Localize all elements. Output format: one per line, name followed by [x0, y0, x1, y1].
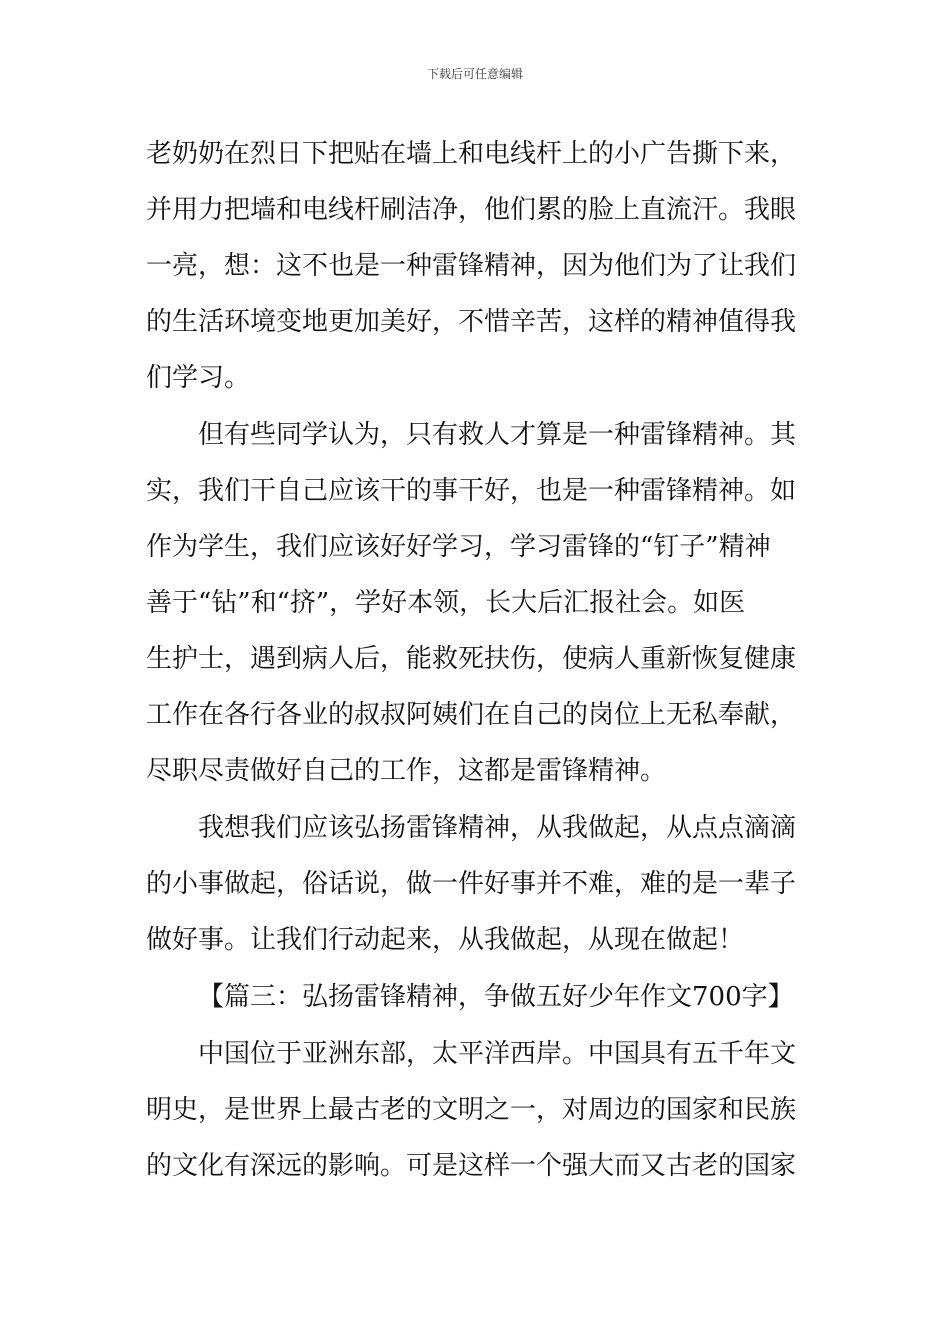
document-body	[146, 126, 806, 1194]
text-line: 中国位于亚洲东部，太平洋西岸。中国具有五千年文	[198, 1039, 797, 1069]
text-line: 的生活环境变地更加美好，不惜辛苦，这样的精神值得我	[146, 307, 797, 337]
text-line: 明史，是世界上最古老的文明之一，对周边的国家和民族	[146, 1095, 797, 1125]
text-line: 实，我们干自己应该干的事干好，也是一种雷锋精神。如	[146, 476, 797, 506]
text-line: 工作在各行各业的叔叔阿姨们在自己的岗位上无私奉献，	[146, 700, 797, 730]
section-title: 【篇三：弘扬雷锋精神，争做五好少年作文700字】	[198, 982, 794, 1012]
page-header: 下载后可任意编辑	[426, 67, 523, 81]
section-heading	[146, 969, 806, 1025]
text-line: 但有些同学认为，只有救人才算是一种雷锋精神。其	[198, 420, 797, 450]
paragraph-1	[146, 126, 806, 406]
text-line: 们学习。	[146, 363, 251, 393]
text-line: 尽职尽责做好自己的工作，这都是雷锋精神。	[146, 756, 667, 786]
text-line: 作为学生，我们应该好好学习，学习雷锋的“钉子”精神	[146, 532, 771, 562]
text-line: 做好事。让我们行动起来，从我做起，从现在做起！	[146, 925, 745, 955]
text-line: 的小事做起，俗话说，做一件好事并不难，难的是一辈子	[146, 869, 797, 899]
text-line: 的文化有深远的影响。可是这样一个强大而又古老的国家	[146, 1151, 797, 1181]
paragraph-2	[146, 407, 806, 799]
paragraph-5	[146, 1026, 806, 1194]
text-line: 一亮，想：这不也是一种雷锋精神，因为他们为了让我们	[146, 251, 797, 281]
text-line: 老奶奶在烈日下把贴在墙上和电线杆上的小广告撕下来，	[146, 139, 797, 169]
text-line: 善于“钻”和“挤”，学好本领，长大后汇报社会。如医	[146, 588, 746, 618]
paragraph-3	[146, 800, 806, 968]
text-line: 并用力把墙和电线杆刷洁净，他们累的脸上直流汗。我眼	[146, 195, 797, 225]
text-line: 我想我们应该弘扬雷锋精神，从我做起，从点点滴滴	[198, 813, 797, 843]
text-line: 生护士，遇到病人后，能救死扶伤，使病人重新恢复健康	[146, 644, 797, 674]
